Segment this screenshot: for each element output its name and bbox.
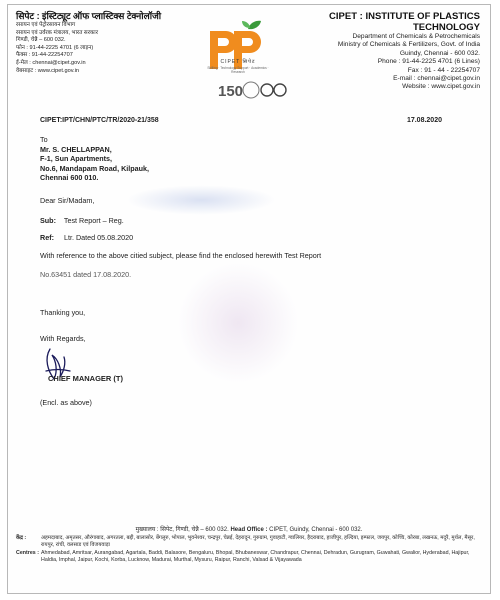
header-hindi (16, 11, 186, 75)
addressee-line: Chennai 600 010. (40, 173, 99, 182)
footer-centres-list: Ahmedabad, Amritsar, Aurangabad, Agartala, Baddi, Balasore, Bengaluru, Bhopal, Bhubaneswar, Chandrapur, Chennai, Dehradun, Gurugram, Guwahati, Gwalior, Hyderabad, Hajipur, Haldia, Imphal, Jaipur, Kochi, Korba, Lucknow, Madurai, Murthal, Mysuru, Raipur, Ranchi, Valsad & Vijayawada (41, 549, 470, 564)
addressee-line: Mr. S. CHELLAPPAN, (40, 144, 112, 154)
header-english (265, 11, 480, 92)
header-english-line: Department of Chemicals & Petrochemicals (352, 33, 480, 40)
footer-hq (16, 527, 482, 535)
letter-page (7, 4, 491, 594)
header-english-line: Fax : 91 - 44 - 22254707 (407, 66, 480, 74)
header-english-line: Phone : 91-44-2225 4701 (6 Lines) (377, 58, 480, 66)
to-label: To (40, 135, 48, 144)
footer-centres-hindi-label: केंद्र : (16, 534, 27, 541)
header-hindi-line: फैक्स : 91-44-22254707 (16, 52, 73, 59)
header-english-title: CIPET : INSTITUTE OF PLASTICS TECHNOLOGY (329, 11, 480, 33)
header-english-line: E-mail : chennai@cipet.gov.in (393, 75, 480, 83)
body-text: With reference to the above citied subject, please find the enclosed herewith Test Report (40, 251, 322, 260)
subject-text: Test Report – Reg. (63, 216, 124, 225)
ref-text: Ltr. Dated 05.08.2020 (64, 233, 134, 242)
addressee-line: F-1, Sun Apartments, (40, 154, 113, 163)
logo-text: CIPET सिपेट (220, 59, 256, 65)
enclosure-note: (Encl. as above) (40, 398, 92, 407)
footer-centres-english (16, 550, 482, 565)
header-hindi-title: सिपेट : इंस्टिट्यूट ऑफ प्लास्टिक्स टेक्नोलॉजी (16, 11, 162, 21)
logo-tagline: Skilling · Technology Support · Academics · Research (207, 66, 269, 74)
header-hindi-line: वेबसाइट : www.cipet.gov.in (16, 67, 80, 74)
header-hindi-line: रसायन एवं उर्वरक मंत्रालय, भारत सरकार (16, 29, 99, 36)
svg-text:150: 150 (218, 83, 244, 100)
header-hindi-line: गिण्डी, चेन्नै – 600 032. (16, 37, 66, 44)
footer-hq-english: CIPET, Guindy, Chennai - 600 032. (269, 527, 363, 533)
addressee-block (40, 135, 149, 183)
regards-line: With Regards, (40, 334, 86, 343)
subject-label: Sub: (40, 216, 56, 225)
header-english-line: Guindy, Chennai - 600 032. (399, 49, 480, 57)
header-hindi-line: फोन : 91-44-2225 4701 (6 लाइन) (16, 44, 94, 51)
signatory-title: CHIEF MANAGER (T) (48, 374, 123, 383)
footer-hq-hindi: मुख्यालय : सिपेट, गिण्डी, चेन्नै – 600 032. (135, 527, 229, 533)
footer-centres-hindi (16, 535, 482, 550)
salutation: Dear Sir/Madam, (40, 196, 95, 205)
ref-line (40, 233, 133, 242)
header-english-line: Ministry of Chemicals & Fertilizers, Govt. of India (337, 41, 480, 49)
thanking-line: Thanking you, (40, 308, 86, 317)
letter-date: 17.08.2020 (406, 117, 442, 124)
received-stamp (126, 185, 276, 215)
office-seal (178, 263, 298, 383)
header-hindi-line: ई-मेल : chennai@cipet.gov.in (16, 59, 86, 66)
subject-line (40, 216, 124, 225)
header-english-line: Website : www.cipet.gov.in (402, 83, 480, 91)
footer-hq-label: Head Office : (230, 527, 268, 533)
header-hindi-line: रसायन एवं पेट्रोरसायन विभाग (16, 22, 76, 28)
reference-number: CIPET:IPT/CHN/PTC/TR/2020-21/358 (40, 117, 159, 124)
ref-label: Ref: (40, 233, 54, 242)
footer (16, 527, 482, 565)
footer-centres-hindi-list: अहमदाबाद, अमृतसर, औरंगाबाद, अगरतला, बद्दी, बालासोर, बेंगलुरु, भोपाल, भुवनेश्वर, चन्द्रपुर, चेन्नई, देहरादून, गुरुग्राम, गुवाहाटी, ग्वालियर, हैदराबाद, हाजीपुर, हल्दिया, इम्फाल, जयपुर, कोच्चि, कोरबा, लखनऊ, मदुरै, मुर्थल, मैसूर, रायपुर, रांची, वलसाड एवं विजयवाड़ा (41, 534, 475, 549)
addressee-line: No.6, Mandapam Road, Kilpauk, (40, 163, 150, 173)
report-number: No.63451 dated 17.08.2020. (40, 270, 132, 279)
footer-centres-label: Centres : (16, 549, 39, 556)
